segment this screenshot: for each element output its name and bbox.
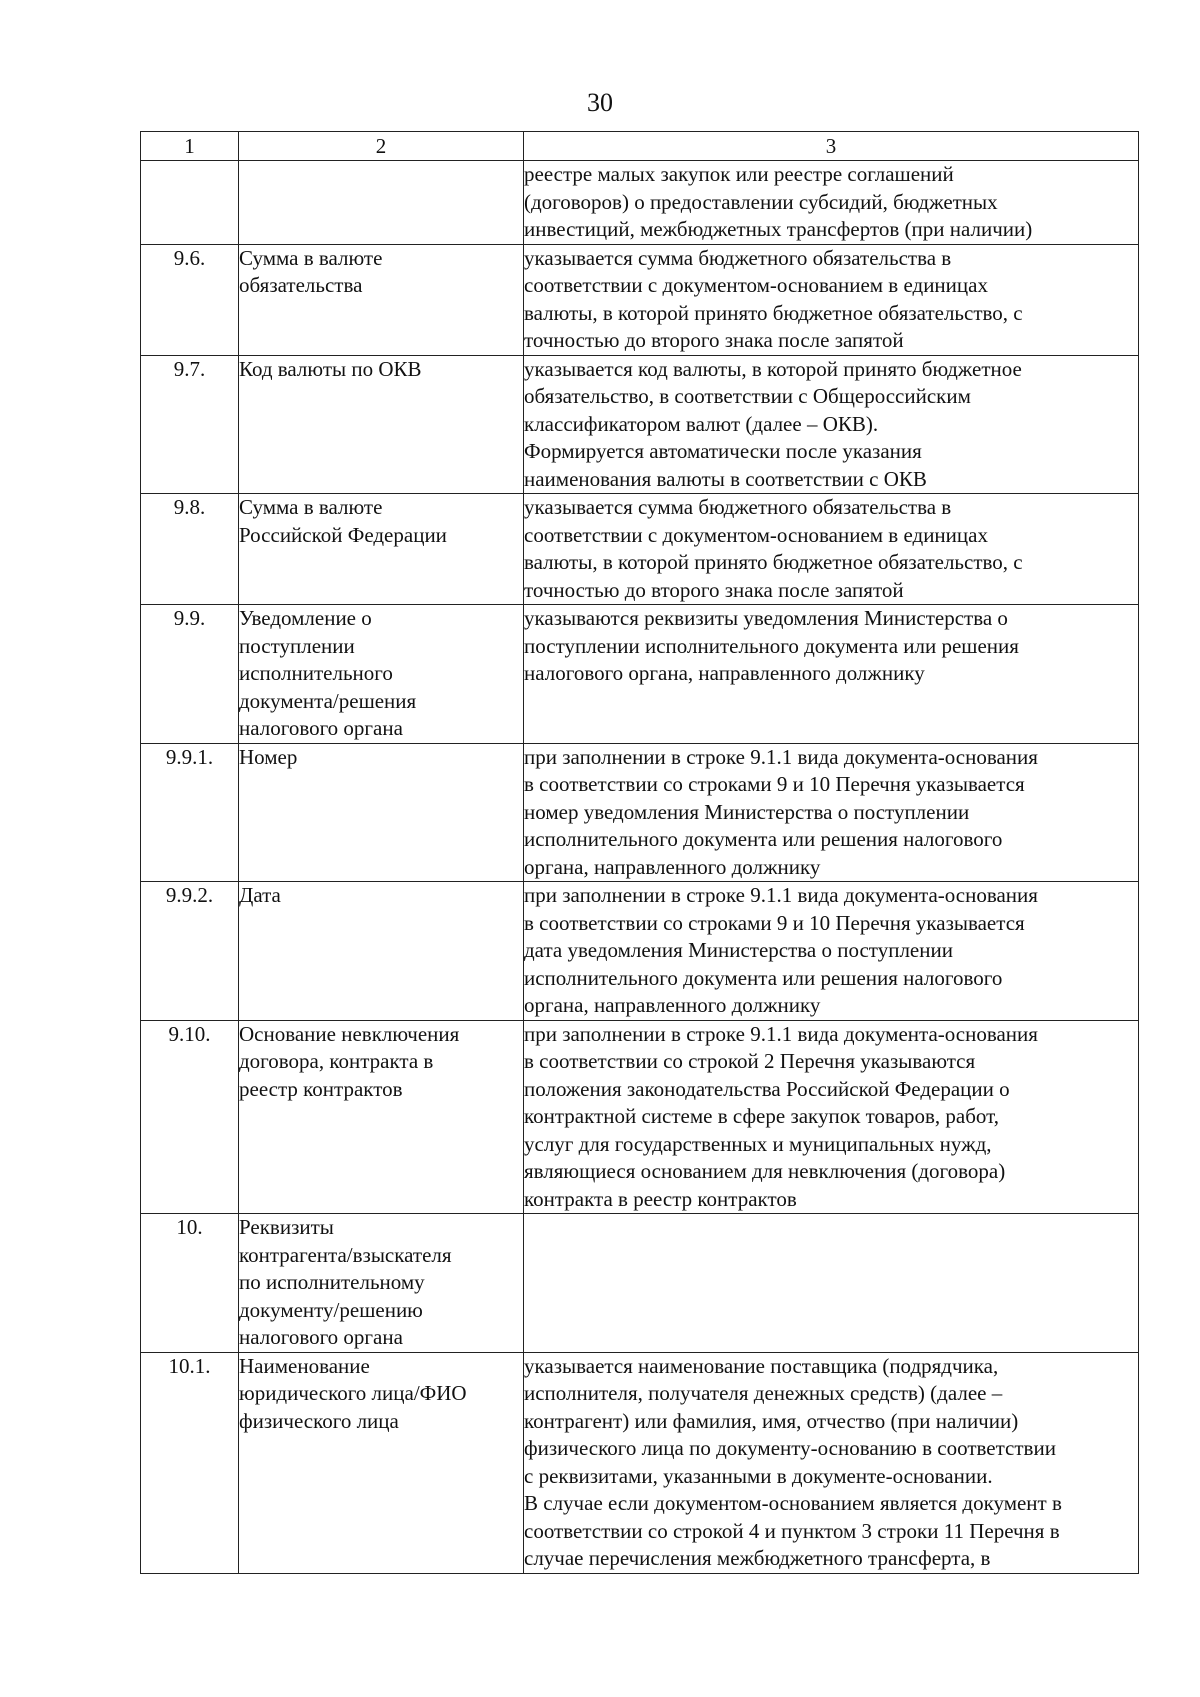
table-row <box>141 355 1139 494</box>
description-line: соответствии с документом-основанием в единицах <box>524 522 988 547</box>
description-line: соответствии со строкой 4 и пунктом 3 строки 11 Перечня в <box>524 1518 1060 1543</box>
row-number: 9.9.2. <box>141 882 239 1021</box>
field-name-line: налогового органа <box>239 716 403 740</box>
table-row <box>141 743 1139 882</box>
description-line: исполнителя, получателя денежных средств) (далее – <box>524 1381 1003 1405</box>
row-number: 9.9.1. <box>141 743 239 882</box>
description-line: случае перечисления межбюджетного трансферта, в <box>524 1546 991 1570</box>
field-name-line: по исполнительному <box>239 1270 425 1294</box>
table-row <box>141 161 1139 245</box>
column-header-1: 1 <box>141 132 239 161</box>
row-description <box>524 1214 1139 1353</box>
description-line: дата уведомления Министерства о поступлении <box>524 938 953 962</box>
row-number: 10.1. <box>141 1352 239 1573</box>
table-row <box>141 1020 1139 1214</box>
field-name-line: Код валюты по ОКВ <box>239 356 422 381</box>
row-field-name <box>239 494 524 605</box>
field-name-line: физического лица <box>239 1408 399 1433</box>
table-header-row <box>141 132 1139 161</box>
description-line: услуг для государственных и муниципальных нужд, <box>524 1131 992 1156</box>
description-line: указывается наименование поставщика (подрядчика, <box>524 1353 999 1378</box>
field-name-line: контрагента/взыскателя <box>239 1242 452 1267</box>
description-line: указываются реквизиты уведомления Министерства о <box>524 606 1008 630</box>
description-line: физического лица по документу-основанию в соответствии <box>524 1436 1056 1460</box>
description-line: налогового органа, направленного должнику <box>524 661 925 685</box>
field-name-line: договора, контракта в <box>239 1049 434 1073</box>
description-line: в соответствии со строками 9 и 10 Перечня указывается <box>524 772 1025 796</box>
field-name-line: Уведомление о <box>239 606 372 630</box>
field-name-line: Наименование <box>239 1353 370 1378</box>
table-row <box>141 605 1139 744</box>
description-line: указывается сумма бюджетного обязательства в <box>524 495 952 519</box>
row-field-name <box>239 605 524 744</box>
row-number: 9.8. <box>141 494 239 605</box>
field-name-line: Реквизиты <box>239 1215 334 1239</box>
row-description <box>524 244 1139 355</box>
description-line: с реквизитами, указанными в документе-основании. <box>524 1463 993 1488</box>
description-line: при заполнении в строке 9.1.1 вида документа-основания <box>524 744 1038 769</box>
row-number <box>141 161 239 245</box>
table-body <box>141 161 1139 1574</box>
description-line: валюты, в которой принято бюджетное обязательство, с <box>524 300 1023 325</box>
row-field-name <box>239 1020 524 1214</box>
row-description <box>524 605 1139 744</box>
field-name-line: Номер <box>239 744 298 769</box>
description-line: поступлении исполнительного документа или решения <box>524 633 1019 658</box>
row-description <box>524 355 1139 494</box>
row-field-name <box>239 882 524 1021</box>
description-line: при заполнении в строке 9.1.1 вида документа-основания <box>524 1021 1038 1046</box>
field-name-line: Основание невключения <box>239 1021 460 1046</box>
row-description <box>524 494 1139 605</box>
table-row <box>141 1352 1139 1573</box>
description-line: классификатором валют (далее – ОКВ). <box>524 411 879 436</box>
description-line: при заполнении в строке 9.1.1 вида документа-основания <box>524 883 1038 907</box>
row-number: 10. <box>141 1214 239 1353</box>
column-header-3: 3 <box>524 132 1139 161</box>
row-description <box>524 161 1139 245</box>
description-line: В случае если документом-основанием является документ в <box>524 1491 1062 1515</box>
row-number: 9.7. <box>141 355 239 494</box>
description-line: контрактной системе в сфере закупок товаров, работ, <box>524 1104 1000 1128</box>
description-line: Формируется автоматически после указания <box>524 439 922 463</box>
row-number: 9.10. <box>141 1020 239 1214</box>
description-line: контракта в реестр контрактов <box>524 1186 797 1211</box>
description-line: реестре малых закупок или реестре соглашений <box>524 162 954 186</box>
row-field-name <box>239 244 524 355</box>
field-name-line: Дата <box>239 883 281 907</box>
field-name-line: Российской Федерации <box>239 522 447 547</box>
description-line: органа, направленного должнику <box>524 854 821 879</box>
description-line: точностью до второго знака после запятой <box>524 577 904 602</box>
row-description <box>524 1352 1139 1573</box>
field-name-line: юридического лица/ФИО <box>239 1381 467 1405</box>
description-line: исполнительного документа или решения налогового <box>524 965 1003 990</box>
row-field-name <box>239 161 524 245</box>
table-row <box>141 244 1139 355</box>
field-name-line: поступлении <box>239 633 355 658</box>
row-field-name <box>239 1352 524 1573</box>
description-line: являющиеся основанием для невключения (договора) <box>524 1159 1006 1183</box>
field-name-line: реестр контрактов <box>239 1076 403 1101</box>
description-line: в соответствии со строкой 2 Перечня указываются <box>524 1049 976 1073</box>
description-line: валюты, в которой принято бюджетное обязательство, с <box>524 550 1023 574</box>
description-line: указывается код валюты, в которой принято бюджетное <box>524 356 1022 381</box>
description-line: контрагент) или фамилия, имя, отчество (при наличии) <box>524 1408 1019 1433</box>
description-line: (договоров) о предоставлении субсидий, бюджетных <box>524 189 998 214</box>
row-number: 9.9. <box>141 605 239 744</box>
field-name-line: документа/решения <box>239 688 417 713</box>
description-line: наименования валюты в соответствии с ОКВ <box>524 466 927 491</box>
table-row <box>141 882 1139 1021</box>
description-line: обязательство, в соответствии с Общероссийским <box>524 384 971 408</box>
row-description <box>524 1020 1139 1214</box>
row-field-name <box>239 355 524 494</box>
row-field-name <box>239 743 524 882</box>
table-row <box>141 494 1139 605</box>
description-line: соответствии с документом-основанием в единицах <box>524 273 988 297</box>
description-line: положения законодательства Российской Федерации о <box>524 1076 1010 1101</box>
row-description <box>524 743 1139 882</box>
field-name-line: Сумма в валюте <box>239 245 383 270</box>
column-header-2: 2 <box>239 132 524 161</box>
description-line: исполнительного документа или решения налогового <box>524 827 1003 851</box>
field-name-line: документу/решению <box>239 1297 423 1322</box>
description-line: номер уведомления Министерства о поступлении <box>524 799 970 824</box>
row-number: 9.6. <box>141 244 239 355</box>
description-line: органа, направленного должнику <box>524 993 821 1017</box>
page-number: 30 <box>587 88 613 117</box>
row-field-name <box>239 1214 524 1353</box>
requisites-table <box>140 131 1139 1574</box>
description-line: точностью до второго знака после запятой <box>524 328 904 352</box>
field-name-line: Сумма в валюте <box>239 495 383 519</box>
row-description <box>524 882 1139 1021</box>
table-row <box>141 1214 1139 1353</box>
field-name-line: исполнительного <box>239 661 393 685</box>
description-line: инвестиций, межбюджетных трансфертов (при наличии) <box>524 217 1033 241</box>
description-line: в соответствии со строками 9 и 10 Перечня указывается <box>524 910 1025 935</box>
field-name-line: налогового органа <box>239 1325 403 1349</box>
field-name-line: обязательства <box>239 273 363 297</box>
description-line: указывается сумма бюджетного обязательства в <box>524 245 952 270</box>
